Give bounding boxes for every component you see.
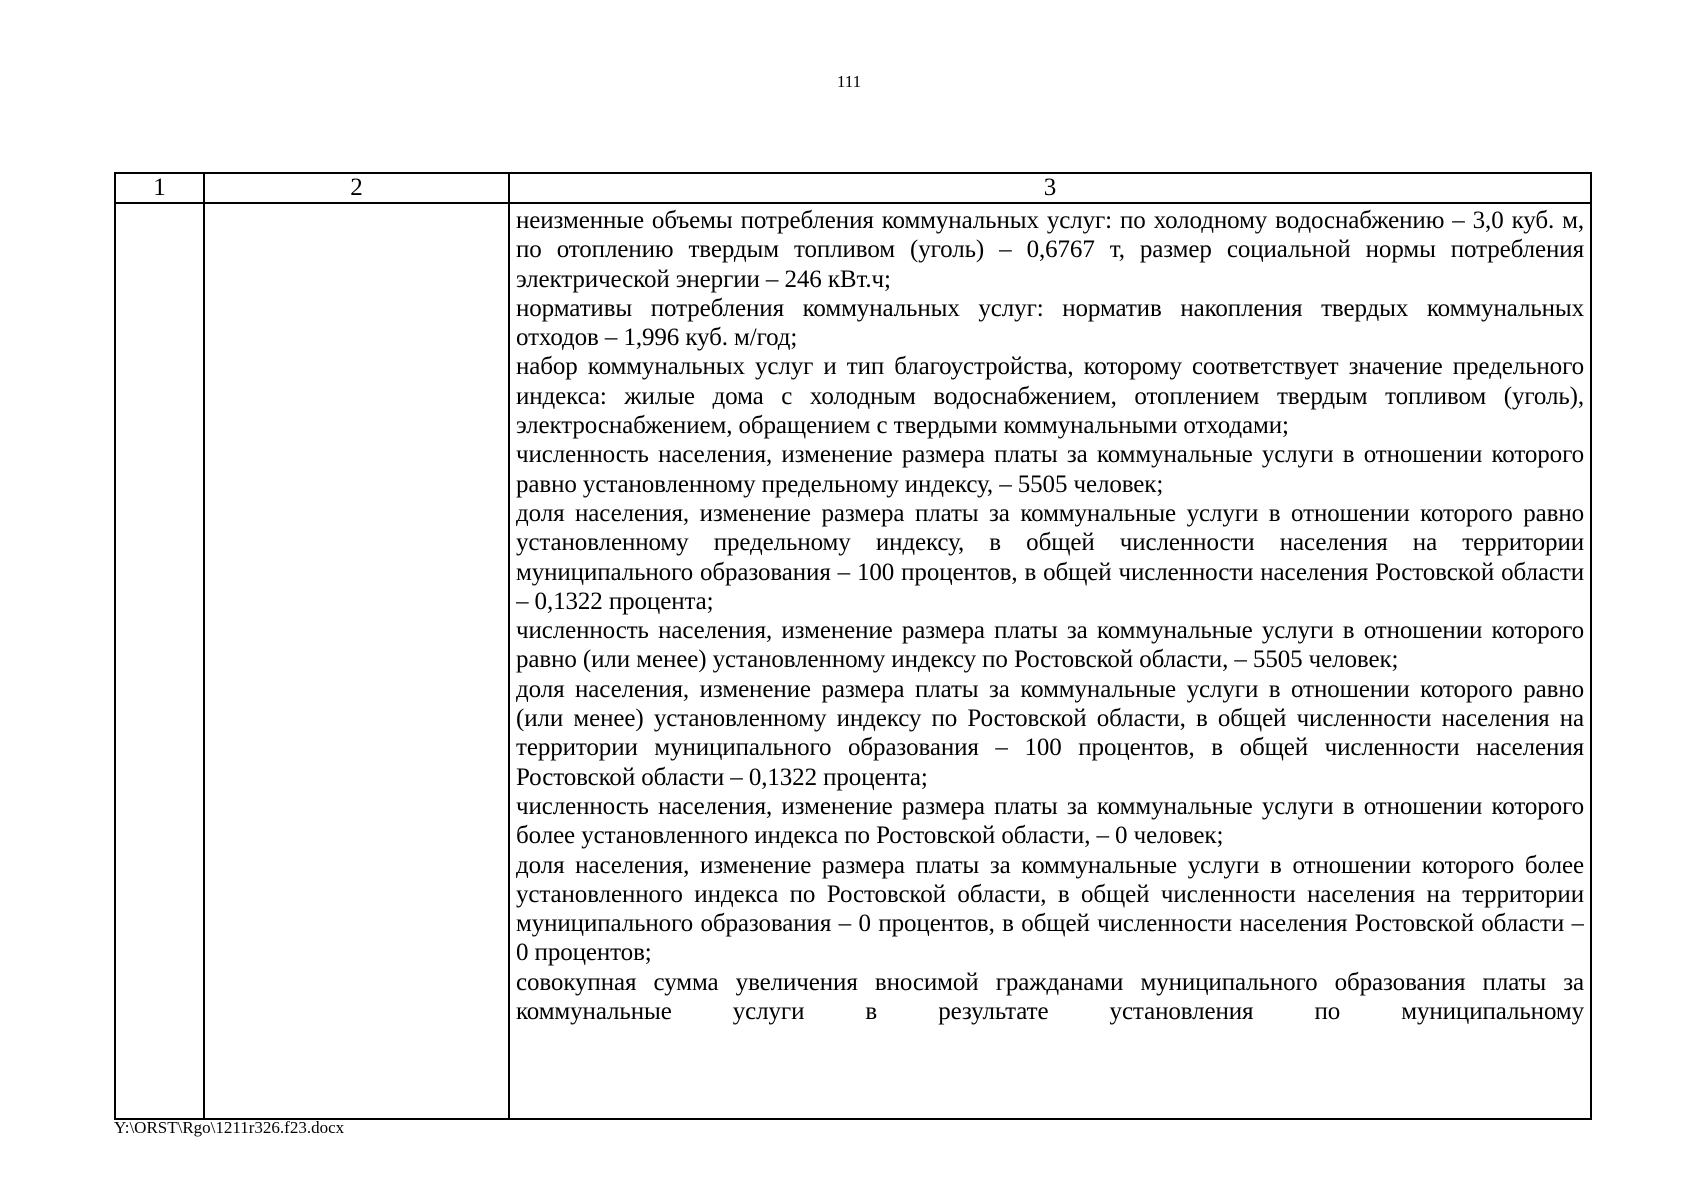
table-cell-col-1	[115, 203, 204, 1119]
paragraph-services-set: набор коммунальных услуг и тип благоустройства, которому соответствует значение предельного индекса: жилые дома с холодным водоснабжением, отоплением твердым топливом (уголь), электроснабжением, обращением с твердыми коммунальными отходами;	[516, 353, 1584, 440]
footer-file-path: Y:\ORST\Rgo\1211r326.f23.docx	[114, 1118, 345, 1137]
paragraph-share-equal-limit: доля населения, изменение размера платы за коммунальные услуги в отношении которого равно установленному предельному индексу, в общей численности населения на территории муниципального образования – 100 процентов, в общей численности населения Ростовской области – 0,1322 процента;	[516, 499, 1584, 615]
table-header-col-2: 2	[204, 173, 509, 203]
table-header-row	[115, 173, 1591, 203]
paragraph-population-equal-limit: численность населения, изменение размера платы за коммунальные услуги в отношении которого равно установленному предельному индексу, – 5505 человек;	[516, 441, 1584, 498]
table-cell-col-3	[509, 203, 1591, 1119]
paragraph-total-increase: совокупная сумма увеличения вносимой гражданами муниципального образования платы за коммунальные услуги в результате установления по муниципальному	[516, 968, 1584, 1026]
page-number: 111	[836, 72, 862, 91]
cell-text-block	[516, 206, 1584, 1116]
paragraph-population-above-index: численность населения, изменение размера платы за коммунальные услуги в отношении которого более установленного индекса по Ростовской области, – 0 человек;	[516, 792, 1584, 850]
paragraph-population-equal-or-less-index: численность населения, изменение размера платы за коммунальные услуги в отношении которого равно (или менее) установленному индексу по Ростовской области, – 5505 человек;	[516, 617, 1584, 674]
paragraph-consumption-volumes: неизменные объемы потребления коммунальных услуг: по холодному водоснабжению – 3,0 куб. м, по отоплению твердым топливом (уголь) – 0,6767 т, размер социальной нормы потребления электрической энергии – 246 кВт.ч;	[516, 207, 1584, 293]
paragraph-consumption-norms: нормативы потребления коммунальных услуг: норматив накопления твердых коммунальных отходов – 1,996 куб. м/год;	[516, 294, 1584, 352]
document-table	[114, 172, 1592, 1120]
table-cell-col-2	[204, 203, 509, 1119]
table-row	[115, 203, 1591, 1119]
table-header-col-3: 3	[509, 173, 1591, 203]
paragraph-share-above-index: доля населения, изменение размера платы за коммунальные услуги в отношении которого более установленного индекса по Ростовской области, в общей численности населения на территории муниципального образования – 0 процентов, в общей численности населения Ростовской области – 0 процентов;	[516, 851, 1584, 967]
table-header-col-1: 1	[115, 173, 204, 203]
paragraph-share-equal-or-less-index: доля населения, изменение размера платы за коммунальные услуги в отношении которого равно (или менее) установленному индексу по Ростовской области, в общей численности населения на территории муниципального образования – 100 процентов, в общей численности населения Ростовской области – 0,1322 процента;	[516, 675, 1584, 791]
